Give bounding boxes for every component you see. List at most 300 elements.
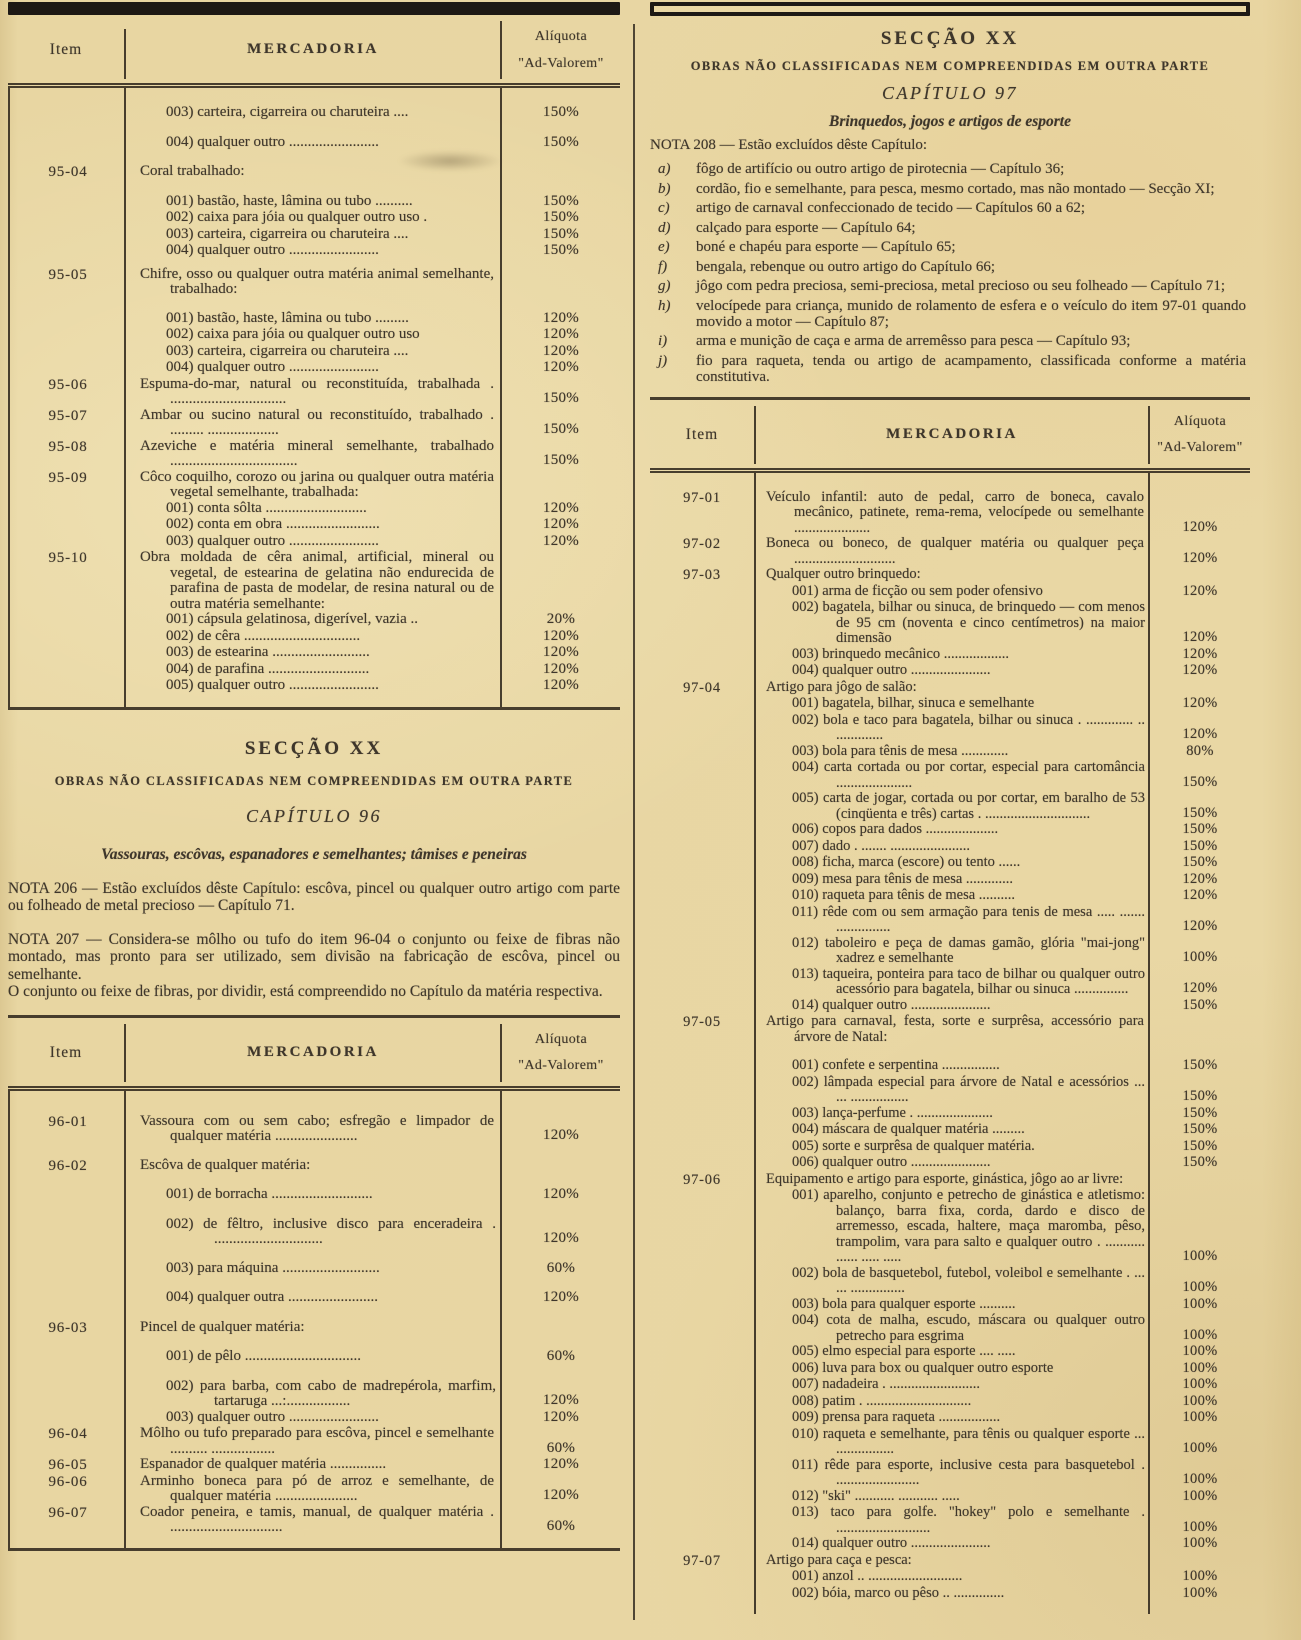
row-item-code bbox=[650, 1394, 754, 1411]
table-row bbox=[650, 822, 1250, 839]
row-description: Côco coquilho, corozo ou jarina ou qualquer outra matéria vegetal semelhante, trabalhada: bbox=[140, 468, 494, 500]
row-item-code: 96-01 bbox=[48, 1113, 88, 1130]
row-rate: 80% bbox=[1186, 742, 1214, 759]
table-row bbox=[650, 1489, 1250, 1506]
row-item-code bbox=[10, 501, 126, 518]
row-mercadoria-cell bbox=[754, 490, 1150, 537]
row-rate: 120% bbox=[1182, 887, 1218, 903]
row-mercadoria-cell bbox=[754, 1361, 1150, 1378]
exclusion-letter: d) bbox=[658, 219, 671, 236]
row-description: 008) patim . ............................. bbox=[792, 1392, 972, 1409]
row-rate bbox=[1150, 1553, 1250, 1570]
table-row bbox=[10, 1505, 620, 1536]
row-mercadoria-cell bbox=[754, 1377, 1150, 1394]
table-row bbox=[650, 936, 1250, 967]
header-aliquota bbox=[502, 29, 620, 71]
table-row bbox=[650, 1569, 1250, 1586]
row-description: Artigo para carnaval, festa, sorte e surprêsa, accessório para árvore de Natal: bbox=[766, 1013, 1144, 1045]
row-rate: 120% bbox=[542, 309, 580, 326]
table-row bbox=[10, 227, 620, 244]
row-description: 003) lança-perfume . ..................... bbox=[792, 1104, 993, 1121]
row-item-code: 97-05 bbox=[683, 1014, 721, 1030]
row-item-code bbox=[10, 227, 126, 244]
row-rate bbox=[502, 1320, 620, 1337]
right-column bbox=[650, 0, 1250, 1614]
row-mercadoria-cell bbox=[754, 1410, 1150, 1427]
row-item-code bbox=[650, 584, 754, 601]
row-description: Espanador de qualquer matéria ............... bbox=[140, 1456, 387, 1472]
table-row bbox=[10, 645, 620, 662]
header-mercadoria-label: MERCADORIA bbox=[247, 1043, 379, 1060]
row-mercadoria-cell bbox=[754, 600, 1150, 647]
header-mercadoria-label: MERCADORIA bbox=[886, 425, 1018, 442]
row-description: 004) qualquer outro ........................ bbox=[166, 359, 379, 375]
top-rule-left bbox=[8, 2, 620, 15]
row-rate: 120% bbox=[542, 359, 580, 375]
row-description: 005) sorte e surprêsa de qualquer matéria. bbox=[792, 1137, 1035, 1154]
row-description: Artigo para jôgo de salão: bbox=[766, 678, 917, 695]
tariff-table-97 bbox=[650, 397, 1250, 1615]
row-rate: 120% bbox=[1182, 629, 1218, 645]
section-title: SECÇÃO XX bbox=[880, 28, 1020, 49]
row-rate: 100% bbox=[1182, 1471, 1218, 1487]
row-rate: 150% bbox=[542, 390, 580, 406]
table-body bbox=[8, 88, 620, 710]
table-row bbox=[10, 470, 620, 501]
row-mercadoria-cell bbox=[126, 243, 502, 260]
row-description: 012) "ski" ........... ........... ..... bbox=[792, 1487, 960, 1504]
table-row bbox=[650, 584, 1250, 601]
row-description: Arminho boneca para pó de arroz e semelhante, de qualquer matéria ...................... bbox=[140, 1472, 494, 1504]
table-row bbox=[650, 696, 1250, 713]
exclusion-item bbox=[650, 200, 1250, 216]
row-item-code: 97-02 bbox=[683, 536, 721, 552]
row-mercadoria-cell bbox=[754, 1536, 1150, 1553]
row-mercadoria-cell bbox=[126, 1426, 502, 1457]
row-rate: 100% bbox=[1182, 1535, 1218, 1551]
row-mercadoria-cell bbox=[754, 1569, 1150, 1586]
table-row bbox=[650, 1313, 1250, 1344]
row-description: 005) carta de jogar, cortada ou por cortar, em baralho de 53 (cinqüenta e três) cartas . ............................. bbox=[792, 790, 1145, 822]
row-rate: 150% bbox=[1182, 1121, 1218, 1137]
table-row bbox=[650, 1266, 1250, 1297]
row-rate: 150% bbox=[1182, 1137, 1218, 1154]
ad-valorem-label: "Ad-Valorem" bbox=[518, 55, 604, 71]
table-row bbox=[650, 1172, 1250, 1189]
row-description: Môlho ou tufo preparado para escôva, pincel e semelhante .......... ................. bbox=[140, 1425, 494, 1457]
table-row bbox=[650, 1536, 1250, 1553]
table-row bbox=[10, 1410, 620, 1427]
row-item-code bbox=[650, 1155, 754, 1172]
row-item-code bbox=[10, 311, 126, 328]
table-row bbox=[10, 1320, 620, 1337]
row-item-code bbox=[650, 936, 754, 967]
row-rate: 120% bbox=[1182, 549, 1218, 566]
row-item-code: 96-06 bbox=[48, 1473, 88, 1490]
table-row bbox=[10, 135, 620, 152]
row-mercadoria-cell bbox=[754, 1172, 1150, 1189]
row-description: 004) qualquer outro ...................... bbox=[792, 662, 991, 678]
table-body bbox=[8, 1091, 620, 1551]
row-item-code bbox=[650, 1569, 754, 1586]
row-rate: 150% bbox=[1182, 996, 1218, 1013]
row-description: 001) bastão, haste, lâmina ou tubo ......... bbox=[166, 309, 409, 326]
row-rate: 120% bbox=[542, 1289, 580, 1305]
row-item-code bbox=[650, 1075, 754, 1106]
row-description: 002) conta em obra ......................... bbox=[166, 516, 380, 532]
row-rate: 20% bbox=[546, 611, 576, 627]
row-item-code bbox=[650, 1377, 754, 1394]
row-description: Boneca ou boneco, de qualquer matéria ou qualquer peça ............................ bbox=[766, 535, 1144, 567]
row-description: 003) qualquer outro ........................ bbox=[166, 1408, 379, 1425]
row-item-code bbox=[650, 1313, 754, 1344]
row-mercadoria-cell bbox=[126, 360, 502, 377]
row-item-code bbox=[10, 534, 126, 551]
row-mercadoria-cell bbox=[126, 194, 502, 211]
row-description: 004) máscara de qualquer matéria ......... bbox=[792, 1121, 1025, 1137]
row-rate: 120% bbox=[1182, 645, 1218, 662]
column-divider-rule bbox=[633, 24, 635, 1620]
row-mercadoria-cell bbox=[754, 1188, 1150, 1266]
row-rate: 120% bbox=[542, 627, 580, 644]
table-row bbox=[650, 1394, 1250, 1411]
top-rule-right bbox=[650, 2, 1250, 16]
row-mercadoria-cell bbox=[126, 534, 502, 551]
row-mercadoria-cell bbox=[754, 791, 1150, 822]
row-item-code bbox=[650, 1536, 754, 1553]
row-rate: 120% bbox=[1182, 518, 1218, 535]
row-item-code bbox=[650, 855, 754, 872]
row-item-code bbox=[650, 872, 754, 889]
exclusion-list bbox=[650, 161, 1250, 385]
table-header bbox=[8, 15, 620, 88]
row-mercadoria-cell bbox=[126, 344, 502, 361]
row-mercadoria-cell bbox=[126, 1505, 502, 1536]
table-row bbox=[650, 1586, 1250, 1603]
row-rate: 100% bbox=[1182, 949, 1218, 965]
row-mercadoria-cell bbox=[754, 713, 1150, 744]
row-description: 001) cápsula gelatinosa, digerível, vazia .. bbox=[166, 611, 418, 627]
aliquota-label: Alíquota bbox=[534, 29, 588, 44]
table-row bbox=[650, 760, 1250, 791]
row-mercadoria-cell bbox=[754, 663, 1150, 680]
row-mercadoria-cell bbox=[754, 1553, 1150, 1570]
row-item-code: 95-07 bbox=[48, 407, 88, 424]
table-row bbox=[10, 210, 620, 227]
exclusion-letter: i) bbox=[658, 333, 668, 349]
table-row bbox=[10, 1426, 620, 1457]
row-mercadoria-cell bbox=[754, 872, 1150, 889]
row-rate bbox=[502, 470, 620, 501]
table-row bbox=[650, 905, 1250, 936]
row-rate: 120% bbox=[542, 342, 580, 359]
row-description: 003) qualquer outro ........................ bbox=[166, 532, 379, 549]
table-row bbox=[650, 1155, 1250, 1172]
exclusion-letter: c) bbox=[658, 200, 670, 216]
row-item-code bbox=[650, 839, 754, 856]
row-description: 007) dado . ....... ...................... bbox=[792, 837, 971, 854]
row-rate: 120% bbox=[1182, 726, 1218, 742]
table-row bbox=[650, 600, 1250, 647]
row-rate: 120% bbox=[542, 326, 580, 342]
chapter-subject: Vassouras, escôvas, espanadores e semelhantes; tâmises e peneiras bbox=[101, 845, 527, 863]
row-mercadoria-cell bbox=[126, 210, 502, 227]
section-classification: OBRAS NÃO CLASSIFICADAS NEM COMPREENDIDAS EM OUTRA PARTE bbox=[690, 59, 1210, 73]
table-row bbox=[650, 1361, 1250, 1378]
row-rate: 100% bbox=[1182, 1376, 1218, 1392]
row-rate: 120% bbox=[542, 1456, 580, 1472]
row-mercadoria-cell bbox=[126, 470, 502, 501]
row-description: 006) qualquer outro ...................... bbox=[792, 1154, 991, 1170]
row-item-code bbox=[650, 967, 754, 998]
chapter-title: CAPÍTULO 97 bbox=[881, 83, 1018, 103]
row-rate: 120% bbox=[542, 532, 580, 549]
table-row bbox=[650, 713, 1250, 744]
table-row bbox=[650, 1458, 1250, 1489]
row-item-code bbox=[650, 1297, 754, 1314]
row-rate: 150% bbox=[542, 225, 580, 242]
row-mercadoria-cell bbox=[754, 936, 1150, 967]
row-mercadoria-cell bbox=[126, 645, 502, 662]
row-description: 010) raqueta e semelhante, para tênis ou qualquer esporte ... ................ bbox=[792, 1425, 1145, 1457]
exclusion-text: artigo de carnaval confeccionado de tecido — Capítulos 60 a 62; bbox=[696, 200, 1086, 216]
row-rate: 100% bbox=[1182, 1326, 1218, 1343]
row-description: 008) ficha, marca (escore) ou tento ...... bbox=[792, 854, 1021, 870]
table-row bbox=[10, 501, 620, 518]
row-item-code bbox=[10, 194, 126, 211]
row-item-code bbox=[650, 1266, 754, 1297]
row-item-code: 97-03 bbox=[683, 567, 721, 583]
table-row bbox=[650, 1188, 1250, 1266]
row-description: 012) taboleiro e peça de damas gamão, glória "mai-jong" xadrez e semelhante bbox=[792, 934, 1145, 966]
row-mercadoria-cell bbox=[754, 1427, 1150, 1458]
row-description: 001) anzol .. .......................... bbox=[792, 1568, 963, 1584]
table-row bbox=[650, 998, 1250, 1015]
ad-valorem-label: "Ad-Valorem" bbox=[1157, 440, 1243, 455]
exclusion-item bbox=[650, 220, 1250, 236]
row-mercadoria-cell bbox=[126, 1114, 502, 1145]
table-row bbox=[10, 1474, 620, 1505]
row-mercadoria-cell bbox=[754, 1313, 1150, 1344]
row-description: 003) para máquina .......................... bbox=[166, 1259, 380, 1276]
row-rate: 120% bbox=[1182, 582, 1218, 599]
table-row bbox=[10, 1261, 620, 1278]
table-row bbox=[10, 678, 620, 695]
table-row bbox=[10, 1349, 620, 1366]
exclusion-text: bengala, rebenque ou outro artigo do Capítulo 66; bbox=[696, 258, 996, 275]
header-item-label: Item bbox=[49, 41, 83, 59]
row-description: Vassoura com ou sem cabo; esfregão e limpador de qualquer matéria ...................... bbox=[140, 1112, 494, 1144]
row-description: Chifre, osso ou qualquer outra matéria animal semelhante, trabalhado: bbox=[140, 265, 494, 297]
row-rate: 120% bbox=[1182, 870, 1218, 887]
row-item-code bbox=[650, 1122, 754, 1139]
row-item-code bbox=[10, 360, 126, 377]
exclusion-letter: g) bbox=[658, 278, 671, 294]
row-mercadoria-cell bbox=[754, 1586, 1150, 1603]
row-item-code bbox=[10, 1217, 126, 1248]
row-rate: 150% bbox=[542, 209, 580, 225]
row-mercadoria-cell bbox=[126, 135, 502, 152]
row-description: Artigo para caça e pesca: bbox=[766, 1551, 912, 1568]
row-rate: 150% bbox=[1182, 1057, 1218, 1073]
nota-207-continuation: O conjunto ou feixe de fibras, por dividir, está compreendido no Capítulo da matéria respectiva. bbox=[8, 983, 603, 1000]
row-item-code bbox=[10, 1410, 126, 1427]
row-description: 014) qualquer outro ...................... bbox=[792, 1535, 991, 1551]
row-description: Coador peneira, e tamis, manual, de qualquer matéria . .............................. bbox=[140, 1503, 494, 1535]
row-mercadoria-cell bbox=[754, 647, 1150, 664]
row-item-code: 97-06 bbox=[683, 1171, 721, 1188]
table-row bbox=[10, 377, 620, 408]
row-item-code bbox=[10, 135, 126, 152]
row-description: 001) bastão, haste, lâmina ou tubo .......... bbox=[166, 192, 413, 209]
row-item-code bbox=[10, 1187, 126, 1204]
row-description: 002) para barba, com cabo de madrepérola, marfim, tartaruga ...:................. bbox=[166, 1377, 496, 1409]
exclusion-item bbox=[650, 239, 1250, 255]
row-item-code bbox=[650, 1344, 754, 1361]
row-mercadoria-cell bbox=[754, 905, 1150, 936]
row-rate bbox=[502, 164, 620, 181]
row-item-code bbox=[650, 663, 754, 680]
exclusion-text: velocípede para criança, munido de rolamento de esfera e o veículo do item 97-01 quando movido a motor — Capítulo 87; bbox=[696, 297, 1246, 330]
row-item-code: 95-08 bbox=[48, 438, 88, 455]
table-row bbox=[10, 360, 620, 377]
row-rate bbox=[502, 1158, 620, 1175]
table-row bbox=[10, 1457, 620, 1474]
row-rate: 120% bbox=[542, 660, 580, 677]
row-item-code bbox=[650, 647, 754, 664]
row-mercadoria-cell bbox=[754, 1505, 1150, 1536]
row-rate: 100% bbox=[1182, 1487, 1218, 1504]
table-row bbox=[650, 1122, 1250, 1139]
table-header bbox=[8, 1015, 620, 1091]
row-description: 003) carteira, cigarreira ou charuteira .... bbox=[166, 104, 409, 120]
exclusion-item bbox=[650, 298, 1250, 330]
row-item-code bbox=[650, 1139, 754, 1156]
row-description: 003) brinquedo mecânico .................. bbox=[792, 645, 1010, 662]
table-row bbox=[10, 612, 620, 629]
row-rate: 120% bbox=[542, 1487, 580, 1503]
row-mercadoria-cell bbox=[126, 1158, 502, 1175]
row-item-code: 95-05 bbox=[48, 266, 88, 283]
row-mercadoria-cell bbox=[754, 822, 1150, 839]
row-description: 002) bóia, marco ou pêso .. .............. bbox=[792, 1584, 1005, 1601]
header-aliquota bbox=[1150, 414, 1250, 456]
header-item-label: Item bbox=[685, 425, 719, 443]
table-row bbox=[10, 105, 620, 122]
row-mercadoria-cell bbox=[754, 1058, 1150, 1075]
row-rate bbox=[1150, 1172, 1250, 1189]
row-mercadoria-cell bbox=[126, 550, 502, 612]
row-description: 001) arma de ficção ou sem poder ofensivo bbox=[792, 582, 1043, 599]
table-row bbox=[10, 327, 620, 344]
exclusion-letter: a) bbox=[658, 161, 671, 177]
row-mercadoria-cell bbox=[754, 1106, 1150, 1123]
row-mercadoria-cell bbox=[126, 1349, 502, 1366]
exclusion-item bbox=[650, 181, 1250, 197]
row-item-code: 96-02 bbox=[48, 1157, 88, 1174]
exclusion-text: cordão, fio e semelhante, para pesca, mesmo cortado, mas não montado — Secção XI; bbox=[696, 180, 1215, 197]
row-description: 011) rêde com ou sem armação para tenis de mesa ..... ....... ............... bbox=[792, 903, 1145, 935]
table-row bbox=[650, 490, 1250, 537]
row-rate bbox=[502, 267, 620, 298]
table-row bbox=[10, 1158, 620, 1175]
row-item-code bbox=[10, 1349, 126, 1366]
row-description: 001) de pêlo ............................... bbox=[166, 1348, 361, 1364]
row-item-code bbox=[650, 1058, 754, 1075]
table-row bbox=[650, 680, 1250, 697]
row-mercadoria-cell bbox=[754, 567, 1150, 584]
row-rate: 100% bbox=[1182, 1392, 1218, 1409]
row-item-code bbox=[10, 517, 126, 534]
row-description: 002) bagatela, bilhar ou sinuca, de brinquedo — com menos de 95 cm (noventa e cinco centímetros) na maior dimensão bbox=[792, 599, 1145, 646]
row-rate: 100% bbox=[1182, 1518, 1218, 1535]
row-description: Pincel de qualquer matéria: bbox=[140, 1318, 305, 1335]
row-description: Veículo infantil: auto de pedal, carro de boneca, cavalo mecânico, patinete, rema-rema, velocípede ou semelhante ..................... bbox=[766, 488, 1144, 536]
row-description: 004) qualquer outra ........................ bbox=[166, 1289, 379, 1305]
exclusion-letter: b) bbox=[658, 180, 671, 197]
row-rate: 100% bbox=[1182, 1248, 1218, 1264]
row-item-code bbox=[10, 612, 126, 629]
row-description: Equipamento e artigo para esporte, ginástica, jôgo ao ar livre: bbox=[766, 1170, 1124, 1187]
row-rate: 100% bbox=[1182, 1343, 1218, 1359]
row-item-code bbox=[650, 1489, 754, 1506]
exclusion-item bbox=[650, 353, 1250, 385]
row-mercadoria-cell bbox=[754, 855, 1150, 872]
row-rate: 100% bbox=[1182, 1279, 1218, 1295]
row-rate: 120% bbox=[542, 644, 580, 660]
nota-207: NOTA 207 — Considera-se môlho ou tufo do item 96-04 o conjunto ou feixe de fibras não montado, mas pronto para ser utilizado, sem divisão na fabricação de escôva, pincel ou semelhante. bbox=[8, 930, 620, 983]
row-description: 002) caixa para jóia ou qualquer outro uso bbox=[166, 326, 420, 342]
row-description: 004) qualquer outro ........................ bbox=[166, 133, 379, 150]
table-row bbox=[10, 311, 620, 328]
row-item-code bbox=[10, 327, 126, 344]
row-mercadoria-cell bbox=[754, 1155, 1150, 1172]
row-description: 003) bola para tênis de mesa ............. bbox=[792, 742, 1009, 759]
row-item-code bbox=[10, 645, 126, 662]
exclusion-text: calçado para esporte — Capítulo 64; bbox=[696, 219, 916, 236]
chapter-subject: Brinquedos, jogos e artigos de esporte bbox=[829, 113, 1071, 130]
exclusion-text: arma e munição de caça e arma de arremêsso para pesca — Capítulo 93; bbox=[696, 333, 1131, 349]
exclusion-item bbox=[650, 161, 1250, 177]
row-rate: 150% bbox=[1182, 854, 1218, 870]
table-header bbox=[650, 397, 1250, 473]
row-item-code bbox=[650, 1505, 754, 1536]
table-row bbox=[650, 1410, 1250, 1427]
row-rate bbox=[1150, 680, 1250, 697]
row-mercadoria-cell bbox=[126, 501, 502, 518]
row-mercadoria-cell bbox=[126, 517, 502, 534]
section-title: SECÇÃO XX bbox=[244, 737, 384, 759]
row-rate: 60% bbox=[546, 1348, 576, 1364]
table-row bbox=[650, 647, 1250, 664]
table-row bbox=[10, 408, 620, 439]
row-description: 011) rêde para esporte, inclusive cesta para basquetebol . ....................... bbox=[792, 1456, 1145, 1488]
row-description: 014) qualquer outro ...................... bbox=[792, 996, 991, 1013]
table-row bbox=[650, 967, 1250, 998]
table-row bbox=[650, 663, 1250, 680]
row-item-code bbox=[650, 1361, 754, 1378]
row-rate: 120% bbox=[542, 1186, 580, 1202]
row-description: 004) cota de malha, escudo, máscara ou qualquer outro petrecho para esgrima bbox=[792, 1312, 1145, 1344]
row-item-code bbox=[650, 696, 754, 713]
row-item-code: 97-01 bbox=[683, 489, 721, 506]
row-mercadoria-cell bbox=[754, 967, 1150, 998]
table-row bbox=[10, 662, 620, 679]
exclusion-letter: f) bbox=[658, 258, 668, 275]
table-row bbox=[650, 1014, 1250, 1045]
row-description: Coral trabalhado: bbox=[140, 163, 245, 179]
aliquota-label: Alíquota bbox=[534, 1031, 588, 1047]
